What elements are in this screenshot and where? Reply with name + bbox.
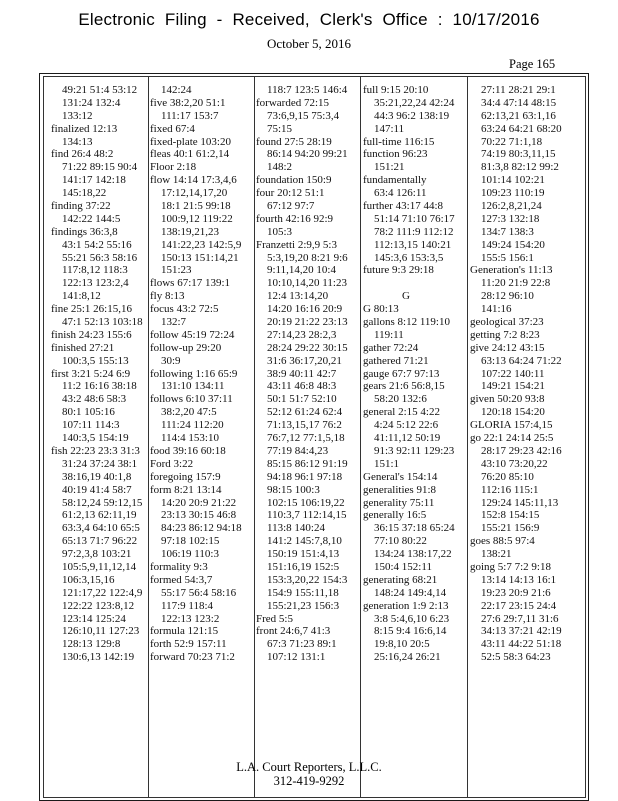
index-continuation-line: 148:2: [267, 161, 293, 174]
index-entry-line: generalities 91:8: [363, 483, 437, 496]
index-entry-line: gauge 67:7 97:13: [363, 367, 440, 380]
index-continuation-line: 9:11,14,20 10:4: [267, 264, 336, 277]
index-continuation-line: 153:3,20,22 154:3: [267, 573, 348, 586]
index-entry-line: function 96:23: [363, 148, 428, 161]
index-continuation-line: 106:3,15,16: [62, 573, 115, 586]
index-column-1: [51, 84, 147, 664]
index-continuation-line: 151:16,19 152:5: [267, 560, 340, 573]
index-continuation-line: 122:13 123:2: [161, 612, 220, 625]
index-entry-line: flow 14:14 17:3,4,6: [150, 174, 237, 187]
index-entry-line: generation 1:9 2:13: [363, 599, 449, 612]
index-entry-line: forwarded 72:15: [256, 96, 330, 109]
index-entry-line: going 5:7 7:2 9:18: [470, 560, 551, 573]
index-entry-line: getting 7:2 8:23: [470, 328, 540, 341]
index-continuation-line: 28:17 29:23 42:16: [481, 444, 562, 457]
index-continuation-line: 150:13 151:14,21: [161, 251, 239, 264]
index-entry-line: forward 70:23 71:2: [150, 651, 235, 664]
index-continuation-line: 35:21,22,24 42:24: [374, 96, 455, 109]
index-entry-line: GLORIA 157:4,15: [470, 419, 553, 432]
index-entry-line: foregoing 157:9: [150, 470, 221, 483]
index-continuation-line: 114:4 153:10: [161, 432, 219, 445]
index-continuation-line: 34:13 37:21 42:19: [481, 625, 562, 638]
index-entry-line: given 50:20 93:8: [470, 393, 545, 406]
index-entry-line: findings 36:3,8: [51, 225, 118, 238]
index-continuation-line: 113:8 140:24: [267, 522, 325, 535]
index-continuation-line: 17:12,14,17,20: [161, 187, 228, 200]
index-entry-line: form 8:21 13:14: [150, 483, 222, 496]
index-entry-line: [363, 277, 459, 290]
index-continuation-line: 67:3 71:23 89:1: [267, 638, 337, 651]
index-column-3: [256, 84, 352, 664]
index-entry-line: find 26:4 48:2: [51, 148, 114, 161]
index-entry-line: foundation 150:9: [256, 174, 332, 187]
index-continuation-line: 122:22 123:8,12: [62, 599, 135, 612]
index-continuation-line: 12:4 13:14,20: [267, 290, 329, 303]
index-continuation-line: 55:17 56:4 58:16: [161, 586, 237, 599]
index-continuation-line: 49:21 51:4 53:12: [62, 84, 138, 96]
index-continuation-line: 111:17 153:7: [161, 109, 219, 122]
index-entry-line: finalized 12:13: [51, 122, 118, 135]
index-entry-line: goes 88:5 97:4: [470, 535, 535, 548]
index-continuation-line: 10:10,14,20 11:23: [267, 277, 347, 290]
index-continuation-line: 151:23: [161, 264, 192, 277]
index-continuation-line: 31:6 36:17,20,21: [267, 354, 342, 367]
index-continuation-line: 112:13,15 140:21: [374, 238, 452, 251]
index-continuation-line: 43:1 54:2 55:16: [62, 238, 132, 251]
index-continuation-line: 151:1: [374, 457, 400, 470]
index-continuation-line: 134:24 138:17,22: [374, 548, 452, 561]
index-continuation-line: 25:16,24 26:21: [374, 651, 441, 664]
index-continuation-line: 51:14 71:10 76:17: [374, 212, 455, 225]
index-continuation-line: 65:13 71:7 96:22: [62, 535, 138, 548]
index-continuation-line: 71:22 89:15 90:4: [62, 161, 138, 174]
index-continuation-line: 117:9 118:4: [161, 599, 214, 612]
index-entry-line: formed 54:3,7: [150, 573, 213, 586]
index-continuation-line: 77:10 80:22: [374, 535, 427, 548]
index-continuation-line: 97:2,3,8 103:21: [62, 548, 132, 561]
index-continuation-line: 155:21 156:9: [481, 522, 540, 535]
index-continuation-line: 14:20 20:9 21:22: [161, 496, 237, 509]
index-continuation-line: 107:11 114:3: [62, 419, 120, 432]
index-continuation-line: 127:3 132:18: [481, 212, 540, 225]
index-continuation-line: 149:21 154:21: [481, 380, 545, 393]
index-entry-line: generally 16:5: [363, 509, 427, 522]
index-continuation-line: 36:15 37:18 65:24: [374, 522, 455, 535]
index-continuation-line: 27:11 28:21 29:1: [481, 84, 556, 96]
index-continuation-line: 81:3,8 82:12 99:2: [481, 161, 559, 174]
index-continuation-line: 27:14,23 28:2,3: [267, 328, 337, 341]
index-entry-line: fine 25:1 26:15,16: [51, 303, 132, 316]
index-entry-line: Floor 2:18: [150, 161, 197, 174]
index-continuation-line: 149:24 154:20: [481, 238, 545, 251]
index-continuation-line: 145:18,22: [62, 187, 107, 200]
index-continuation-line: 80:1 105:16: [62, 406, 115, 419]
index-entry-line: fourth 42:16 92:9: [256, 212, 333, 225]
court-reporter-name: L.A. Court Reporters, L.L.C.: [236, 760, 382, 774]
index-continuation-line: 11:2 16:16 38:18: [62, 380, 137, 393]
index-continuation-line: 13:14 14:13 16:1: [481, 573, 557, 586]
index-continuation-line: 19:23 20:9 21:6: [481, 586, 551, 599]
index-entry-line: five 38:2,20 51:1: [150, 96, 226, 109]
index-entry-line: formula 121:15: [150, 625, 219, 638]
index-continuation-line: 38:9 40:11 42:7: [267, 367, 337, 380]
index-continuation-line: 152:8 154:15: [481, 509, 540, 522]
index-continuation-line: 126:10,11 127:23: [62, 625, 140, 638]
index-continuation-line: 97:18 102:15: [161, 535, 220, 548]
index-entry-line: first 3:21 5:24 6:9: [51, 367, 131, 380]
index-entry-line: fundamentally: [363, 174, 427, 187]
index-continuation-line: 52:12 61:24 62:4: [267, 406, 343, 419]
index-continuation-line: 150:19 151:4,13: [267, 548, 340, 561]
index-continuation-line: 133:12: [62, 109, 93, 122]
index-continuation-line: 43:11 46:8 48:3: [267, 380, 337, 393]
index-continuation-line: 85:15 86:12 91:19: [267, 457, 348, 470]
document-date: October 5, 2016: [266, 36, 352, 51]
index-continuation-line: 126:2,8,21,24: [481, 200, 542, 213]
index-continuation-line: 142:24: [161, 84, 192, 96]
index-continuation-line: 20:19 21:22 23:13: [267, 316, 348, 329]
index-continuation-line: 78:2 111:9 112:12: [374, 225, 454, 238]
index-entry-line: gallons 8:12 119:10: [363, 316, 450, 329]
index-continuation-line: 129:24 145:11,13: [481, 496, 559, 509]
index-continuation-line: 67:12 97:7: [267, 200, 315, 213]
index-entry-line: full 9:15 20:10: [363, 84, 429, 96]
index-continuation-line: 58:20 132:6: [374, 393, 427, 406]
index-entry-line: forth 52:9 157:11: [150, 638, 227, 651]
index-continuation-line: 101:14 102:21: [481, 174, 545, 187]
index-continuation-line: 117:8,12 118:3: [62, 264, 128, 277]
index-continuation-line: 5:3,19,20 8:21 9:6: [267, 251, 348, 264]
index-continuation-line: 100:3,5 155:13: [62, 354, 129, 367]
index-continuation-line: 121:17,22 122:4,9: [62, 586, 143, 599]
index-entry-line: general 2:15 4:22: [363, 406, 440, 419]
index-entry-line: go 22:1 24:14 25:5: [470, 432, 554, 445]
index-continuation-line: 134:13: [62, 135, 93, 148]
index-continuation-line: 107:12 131:1: [267, 651, 326, 664]
section-letter: G: [402, 290, 410, 303]
index-continuation-line: 43:2 48:6 58:3: [62, 393, 127, 406]
index-entry-line: gears 21:6 56:8,15: [363, 380, 445, 393]
index-continuation-line: 118:7 123:5 146:4: [267, 84, 348, 96]
index-continuation-line: 141:22,23 142:5,9: [161, 238, 242, 251]
index-continuation-line: 94:18 96:1 97:18: [267, 470, 343, 483]
index-continuation-line: 86:14 94:20 99:21: [267, 148, 348, 161]
index-entry-line: finish 24:23 155:6: [51, 328, 132, 341]
index-continuation-line: 38:2,20 47:5: [161, 406, 217, 419]
court-reporter-phone: 312-419-9292: [273, 774, 345, 788]
index-continuation-line: 3:8 5:4,6,10 6:23: [374, 612, 450, 625]
index-entry-line: front 24:6,7 41:3: [256, 625, 331, 638]
index-entry-line: generality 75:11: [363, 496, 435, 509]
index-continuation-line: 154:9 155:11,18: [267, 586, 339, 599]
index-entry-line: give 24:12 43:15: [470, 341, 545, 354]
index-continuation-line: 128:13 129:8: [62, 638, 121, 651]
index-entry-line: found 27:5 28:19: [256, 135, 332, 148]
index-continuation-line: 18:1 21:5 99:18: [161, 200, 231, 213]
index-entry-line: follow 45:19 72:24: [150, 328, 235, 341]
index-continuation-line: 119:11: [374, 328, 404, 341]
index-continuation-line: 61:2,13 62:11,19: [62, 509, 137, 522]
index-continuation-line: 52:5 58:3 64:23: [481, 651, 551, 664]
index-column-2: [150, 84, 246, 664]
index-entry-line: focus 43:2 72:5: [150, 303, 219, 316]
index-continuation-line: 106:19 110:3: [161, 548, 219, 561]
index-entry-line: flows 67:17 139:1: [150, 277, 231, 290]
index-continuation-line: 73:6,9,15 75:3,4: [267, 109, 340, 122]
index-entry-line: follows 6:10 37:11: [150, 393, 233, 406]
index-continuation-line: 141:17 142:18: [62, 174, 126, 187]
index-continuation-line: 27:6 29:7,11 31:6: [481, 612, 559, 625]
index-entry-line: fish 22:23 23:3 31:3: [51, 444, 140, 457]
index-continuation-line: 123:14 125:24: [62, 612, 126, 625]
index-continuation-line: 41:11,12 50:19: [374, 432, 441, 445]
index-continuation-line: 142:22 144:5: [62, 212, 121, 225]
index-continuation-line: 50:1 51:7 52:10: [267, 393, 337, 406]
index-continuation-line: 111:24 112:20: [161, 419, 224, 432]
index-continuation-line: 148:24 149:4,14: [374, 586, 447, 599]
index-continuation-line: 102:15 106:19,22: [267, 496, 345, 509]
index-continuation-line: 40:19 41:4 58:7: [62, 483, 132, 496]
index-continuation-line: 28:12 96:10: [481, 290, 534, 303]
index-continuation-line: 63:4 126:11: [374, 187, 427, 200]
column-divider: [148, 77, 149, 797]
index-entry-line: fleas 40:1 61:2,14: [150, 148, 230, 161]
index-continuation-line: 155:21,23 156:3: [267, 599, 340, 612]
index-continuation-line: 91:3 92:11 129:23: [374, 444, 455, 457]
index-column-4: [363, 84, 459, 664]
index-continuation-line: 77:19 84:4,23: [267, 444, 329, 457]
index-continuation-line: 19:8,10 20:5: [374, 638, 430, 651]
index-continuation-line: 151:21: [374, 161, 405, 174]
index-continuation-line: 141:16: [481, 303, 512, 316]
index-entry-line: finished 27:21: [51, 341, 115, 354]
index-continuation-line: 71:13,15,17 76:2: [267, 419, 342, 432]
index-continuation-line: 132:7: [161, 316, 187, 329]
index-entry-line: Fred 5:5: [256, 612, 293, 625]
index-continuation-line: 63:3,4 64:10 65:5: [62, 522, 140, 535]
index-continuation-line: 134:7 138:3: [481, 225, 534, 238]
index-entry-line: generating 68:21: [363, 573, 438, 586]
index-continuation-line: 30:9: [161, 354, 181, 367]
index-entry-line: formality 9:3: [150, 560, 208, 573]
index-entry-line: Franzetti 2:9,9 5:3: [256, 238, 337, 251]
index-continuation-line: 55:21 56:3 58:16: [62, 251, 138, 264]
index-entry-line: General's 154:14: [363, 470, 438, 483]
index-continuation-line: 75:15: [267, 122, 293, 135]
index-continuation-line: 141:8,12: [62, 290, 101, 303]
index-continuation-line: 109:23 110:19: [481, 187, 545, 200]
index-continuation-line: 47:1 52:13 103:18: [62, 316, 143, 329]
index-continuation-line: 63:13 64:24 71:22: [481, 354, 562, 367]
index-continuation-line: 145:3,6 153:3,5: [374, 251, 444, 264]
index-continuation-line: 58:12,24 59:12,15: [62, 496, 143, 509]
index-entry-line: future 9:3 29:18: [363, 264, 434, 277]
index-continuation-line: 31:24 37:24 38:1: [62, 457, 138, 470]
index-continuation-line: 130:6,13 142:19: [62, 651, 135, 664]
index-continuation-line: 138:19,21,23: [161, 225, 220, 238]
index-continuation-line: 63:24 64:21 68:20: [481, 122, 562, 135]
index-continuation-line: 44:3 96:2 138:19: [374, 109, 450, 122]
index-entry-line: G 80:13: [363, 303, 399, 316]
index-entry-line: four 20:12 51:1: [256, 187, 325, 200]
index-entry-line: fixed 67:4: [150, 122, 195, 135]
index-column-5: [470, 84, 566, 664]
index-entry-line: Ford 3:22: [150, 457, 194, 470]
index-continuation-line: 140:3,5 154:19: [62, 432, 129, 445]
index-continuation-line: 98:15 100:3: [267, 483, 320, 496]
column-divider: [360, 77, 361, 797]
index-continuation-line: 76:20 85:10: [481, 470, 534, 483]
index-entry-line: gather 72:24: [363, 341, 419, 354]
filing-stamp-title: Electronic Filing - Received, Clerk's Office : 10/17/2016: [78, 10, 540, 29]
index-continuation-line: 11:20 21:9 22:8: [481, 277, 551, 290]
index-entry-line: geological 37:23: [470, 316, 544, 329]
index-entry-line: fly 8:13: [150, 290, 185, 303]
index-continuation-line: 131:10 134:11: [161, 380, 225, 393]
index-continuation-line: 105:5,9,11,12,14: [62, 560, 137, 573]
index-continuation-line: 150:4 152:11: [374, 560, 432, 573]
index-continuation-line: 43:10 73:20,22: [481, 457, 548, 470]
index-entry-line: further 43:17 44:8: [363, 200, 444, 213]
index-continuation-line: 8:15 9:4 16:6,14: [374, 625, 447, 638]
index-continuation-line: 38:16,19 40:1,8: [62, 470, 132, 483]
index-continuation-line: 43:11 44:22 51:18: [481, 638, 562, 651]
index-continuation-line: 110:3,7 112:14,15: [267, 509, 347, 522]
index-continuation-line: 107:22 140:11: [481, 367, 545, 380]
index-entry-line: full-time 116:15: [363, 135, 435, 148]
index-continuation-line: 76:7,12 77:1,5,18: [267, 432, 345, 445]
index-continuation-line: 105:3: [267, 225, 293, 238]
index-continuation-line: 62:13,21 63:1,16: [481, 109, 556, 122]
index-continuation-line: 70:22 71:1,18: [481, 135, 543, 148]
index-continuation-line: 155:5 156:1: [481, 251, 534, 264]
index-entry-line: food 39:16 60:18: [150, 444, 226, 457]
index-continuation-line: 112:16 115:1: [481, 483, 539, 496]
index-entry-line: fixed-plate 103:20: [150, 135, 231, 148]
index-entry-line: Generation's 11:13: [470, 264, 553, 277]
index-continuation-line: 138:21: [481, 548, 512, 561]
index-continuation-line: 141:2 145:7,8,10: [267, 535, 342, 548]
index-entry-line: following 1:16 65:9: [150, 367, 238, 380]
index-continuation-line: 4:24 5:12 22:6: [374, 419, 439, 432]
column-divider: [467, 77, 468, 797]
index-continuation-line: 23:13 30:15 46:8: [161, 509, 237, 522]
index-continuation-line: 28:24 29:22 30:15: [267, 341, 348, 354]
index-continuation-line: 84:23 86:12 94:18: [161, 522, 242, 535]
index-continuation-line: 131:24 132:4: [62, 96, 121, 109]
index-continuation-line: 22:17 23:15 24:4: [481, 599, 557, 612]
index-entry-line: follow-up 29:20: [150, 341, 222, 354]
index-entry-line: gathered 71:21: [363, 354, 429, 367]
index-continuation-line: 120:18 154:20: [481, 406, 545, 419]
column-divider: [254, 77, 255, 797]
index-continuation-line: 34:4 47:14 48:15: [481, 96, 557, 109]
index-continuation-line: 100:9,12 119:22: [161, 212, 233, 225]
index-continuation-line: 122:13 123:2,4: [62, 277, 129, 290]
page-number: Page 165: [509, 57, 556, 71]
index-entry-line: finding 37:22: [51, 200, 111, 213]
index-continuation-line: 147:11: [374, 122, 405, 135]
index-continuation-line: 14:20 16:16 20:9: [267, 303, 343, 316]
index-continuation-line: 74:19 80:3,11,15: [481, 148, 556, 161]
